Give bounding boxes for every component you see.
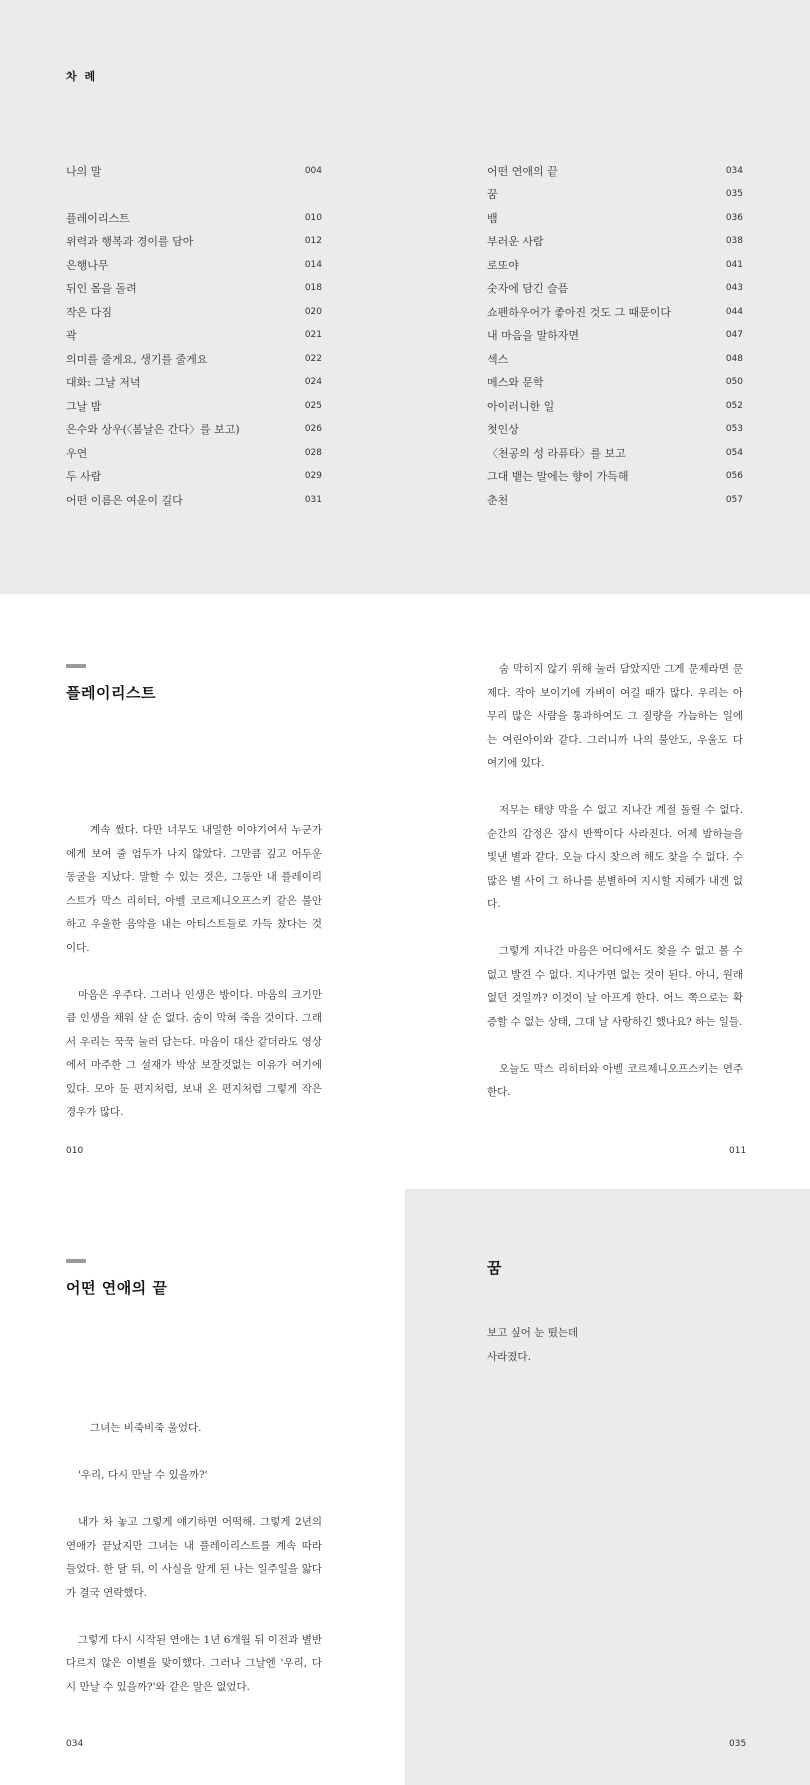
toc-entry-page: 018 xyxy=(304,283,322,294)
toc-entry-page: 010 xyxy=(304,212,322,223)
toc-entry-page: 035 xyxy=(725,189,743,200)
toc-entry[interactable] xyxy=(487,418,743,442)
toc-entry[interactable] xyxy=(66,465,322,489)
paragraph: 마음은 우주다. 그러나 인생은 방이다. 마음의 크기만큼 인생을 채워 살 순 없다. 숨이 막혀 죽을 것이다. 그래서 우리는 꾹꾹 눌러 담는다. 마음이 대산 같더라도 영상에서 마주한 그 설재가 박상 보잘것없는 이유가 여기에 있다. 모아 둔 편지처럼, 보내 온 편지처럼 그렇게 작은 경우가 많다. xyxy=(66,988,322,1118)
toc-entry-title: 춘천 xyxy=(487,493,509,507)
toc-entry-page: 057 xyxy=(725,494,743,505)
toc-entry-title: 숫자에 담긴 슬픔 xyxy=(487,282,569,296)
chapter-title: 어떤 연애의 끝 xyxy=(66,1279,168,1297)
toc-entry[interactable] xyxy=(66,300,322,324)
toc-entry-page: 034 xyxy=(725,165,743,176)
toc-entry[interactable] xyxy=(487,488,743,512)
paragraph: '우리, 다시 만날 수 있을까?' xyxy=(78,1469,208,1481)
toc-entry[interactable] xyxy=(487,394,743,418)
toc-entry[interactable] xyxy=(487,159,743,183)
paragraph: 그렇게 지나간 마음은 어디에서도 찾을 수 없고 볼 수 없고 발견 수 없다. 지나가면 없는 것이 된다. 아니, 원래 없던 것일까? 이것이 날 아프게 한다. 어느 쪽으로는 확증할 수 없는 상태, 그대 날 사랑하긴 했나요? 하는 일들. xyxy=(487,945,743,1028)
chapter-accent-bar xyxy=(66,664,86,668)
page-number: 035 xyxy=(729,1739,747,1749)
toc-entry-page: 044 xyxy=(725,306,743,317)
table-of-contents xyxy=(0,0,810,594)
toc-entry-page: 036 xyxy=(725,212,743,223)
toc-entry-title: 쇼펜하우어가 좋아진 것도 그 때문이다 xyxy=(487,305,672,319)
toc-entry-page: 048 xyxy=(725,353,743,364)
toc-entry-page: 050 xyxy=(725,377,743,388)
toc-entry-title: 작은 다짐 xyxy=(66,305,113,319)
page-number: 034 xyxy=(66,1739,84,1749)
toc-entry[interactable] xyxy=(66,159,322,183)
toc-entry-title: 그대 뱉는 말에는 향이 가득해 xyxy=(487,470,629,484)
toc-entry-page: 029 xyxy=(304,471,322,482)
toc-left-column xyxy=(66,159,322,512)
chapter-title: 꿈 xyxy=(487,1259,502,1277)
toc-entry-title: 두 사람 xyxy=(66,470,102,484)
toc-entry[interactable] xyxy=(487,253,743,277)
toc-entry-title: 로또야 xyxy=(487,258,519,272)
toc-entry-title: 첫인상 xyxy=(487,423,519,437)
toc-entry-title: 내 마음을 말하자면 xyxy=(487,329,580,343)
page-number: 010 xyxy=(66,1146,84,1156)
chapter-accent-bar xyxy=(66,1259,86,1263)
toc-entry-page: 026 xyxy=(304,424,322,435)
right-page-body xyxy=(487,658,743,1128)
toc-entry-title: 〈천공의 성 라퓨타〉를 보고 xyxy=(487,446,626,460)
spread-end-of-romance xyxy=(0,1189,810,1785)
chapter-title: 플레이리스트 xyxy=(66,684,156,702)
paragraph: 그녀는 비죽비죽 울었다. xyxy=(90,1422,202,1434)
toc-entry[interactable] xyxy=(487,465,743,489)
toc-entry[interactable] xyxy=(487,300,743,324)
toc-entry[interactable] xyxy=(66,324,322,348)
paragraph: 계속 썼다. 다만 너무도 내밀한 이야기여서 누군가에게 보여 줄 엄두가 나지 않았다. 그만큼 깊고 어두운 동굴을 지났다. 말할 수 있는 것은, 그동안 내 플레이리스트가 막스 리히터, 아벨 코르제니오프스키 같은 불안하고 우울한 음악을 내는 아티스트들로 가득 찼다는 것이다. xyxy=(66,824,322,954)
toc-entry-title: 은수와 상우(〈봄날은 간다〉를 보고) xyxy=(66,423,240,437)
toc-entry[interactable] xyxy=(66,277,322,301)
toc-entry[interactable] xyxy=(487,206,743,230)
toc-entry-title: 우연 xyxy=(66,446,88,460)
toc-entry-title: 꿈 xyxy=(487,188,498,202)
toc-entry[interactable] xyxy=(66,488,322,512)
toc-entry[interactable] xyxy=(66,371,322,395)
toc-entry[interactable] xyxy=(66,206,322,230)
toc-entry[interactable] xyxy=(66,347,322,371)
paragraph: 저무는 태양 막을 수 없고 지나간 계절 돌릴 수 없다. 순간의 감정은 잠시 반짝이다 사라진다. 어제 밤하늘을 빛낸 별과 같다. 오늘 다시 찾으려 해도 찾을 수 없다. 수많은 별 사이 그 하나를 분별하여 지시할 지혜가 내겐 없다. xyxy=(487,804,743,910)
paragraph: 오늘도 막스 리히터와 아벨 코르제니오프스키는 연주한다. xyxy=(487,1062,743,1098)
toc-entry-page: 012 xyxy=(304,236,322,247)
toc-right-column xyxy=(487,159,743,512)
toc-entry-page: 031 xyxy=(304,494,322,505)
toc-entry-title: 대화: 그날 저녁 xyxy=(66,376,141,390)
toc-entry-page: 038 xyxy=(725,236,743,247)
toc-entry-title: 뱀 xyxy=(487,211,498,225)
toc-entry-title: 곽 xyxy=(66,329,77,343)
page-number: 011 xyxy=(729,1146,747,1156)
toc-entry-title: 위력과 행복과 경이를 담아 xyxy=(66,235,194,249)
spread-playlist xyxy=(0,594,810,1189)
toc-entry-page: 041 xyxy=(725,259,743,270)
toc-entry[interactable] xyxy=(487,441,743,465)
paragraph: 숨 막히지 않기 위해 눌러 담았지만 그게 문제라면 문제다. 작아 보이기에 가벼이 여길 때가 많다. 우리는 아무리 많은 사람을 통과하여도 그 질량을 가늠하는 일에는 여린아이와 같다. 그러니까 나의 불안도, 우울도 다 여기에 있다. xyxy=(487,663,743,769)
toc-entry[interactable] xyxy=(66,253,322,277)
toc-entry-page: 047 xyxy=(725,330,743,341)
toc-entry-title: 아이러니한 일 xyxy=(487,399,555,413)
toc-entry[interactable] xyxy=(487,371,743,395)
toc-entry-title: 은행나무 xyxy=(66,258,109,272)
left-page-body xyxy=(66,819,322,1148)
toc-entry-page: 043 xyxy=(725,283,743,294)
toc-entry-page: 004 xyxy=(304,165,322,176)
toc-entry[interactable] xyxy=(487,347,743,371)
toc-entry[interactable] xyxy=(66,441,322,465)
right-page-body xyxy=(487,1322,743,1393)
toc-entry-title: 부러운 사람 xyxy=(487,235,544,249)
toc-entry[interactable] xyxy=(66,394,322,418)
toc-entry-title: 섹스 xyxy=(487,352,509,366)
toc-entry-page: 024 xyxy=(304,377,322,388)
toc-entry-page: 054 xyxy=(725,447,743,458)
toc-entry-title: 플레이리스트 xyxy=(66,211,130,225)
toc-entry-page: 021 xyxy=(304,330,322,341)
toc-entry[interactable] xyxy=(487,277,743,301)
toc-entry[interactable] xyxy=(487,230,743,254)
toc-entry[interactable] xyxy=(487,324,743,348)
toc-entry-page: 022 xyxy=(304,353,322,364)
toc-entry[interactable] xyxy=(66,230,322,254)
toc-entry-page: 056 xyxy=(725,471,743,482)
toc-entry-title: 어떤 연애의 끝 xyxy=(487,164,558,178)
toc-entry-title: 뒤인 몸을 돌려 xyxy=(66,282,137,296)
toc-entry-page: 052 xyxy=(725,400,743,411)
right-page-background xyxy=(405,1189,810,1785)
toc-title: 차 례 xyxy=(66,70,98,83)
toc-entry[interactable] xyxy=(66,418,322,442)
paragraph: 내가 차 놓고 그렇게 얘기하면 어떡해. 그렇게 2년의 연애가 끝났지만 그녀는 내 플레이리스트를 계속 따라 들었다. 한 달 뒤, 이 사실을 알게 된 나는 일주일을 앓다가 결국 연락했다. xyxy=(66,1516,322,1599)
toc-entry-title: 의미를 줄게요, 생기를 줄게요 xyxy=(66,352,208,366)
toc-entry-page: 014 xyxy=(304,259,322,270)
toc-entry-page: 020 xyxy=(304,306,322,317)
left-page-body xyxy=(66,1417,322,1723)
toc-entry-title: 어떤 이름은 여운이 길다 xyxy=(66,493,183,507)
paragraph: 보고 싶어 눈 떴는데 사라졌다. xyxy=(487,1327,579,1363)
toc-entry-title: 나의 말 xyxy=(66,164,102,178)
toc-entry-page: 025 xyxy=(304,400,322,411)
toc-entry-title: 메스와 문학 xyxy=(487,376,544,390)
paragraph: 그렇게 다시 시작된 연애는 1년 6개월 뒤 이전과 별반 다르지 않은 이별을 맞이했다. 그러나 그날엔 '우리, 다시 만날 수 있을까?'와 같은 말은 없었다. xyxy=(66,1633,322,1693)
toc-entry-title: 그날 밤 xyxy=(66,399,102,413)
toc-entry[interactable] xyxy=(487,183,743,207)
toc-entry-page: 028 xyxy=(304,447,322,458)
toc-entry-page: 053 xyxy=(725,424,743,435)
